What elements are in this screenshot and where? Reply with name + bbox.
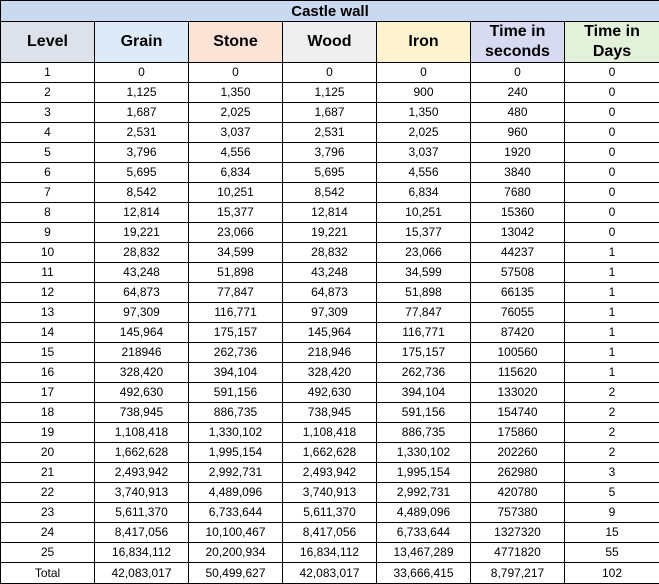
table-cell: 16 <box>1 363 95 383</box>
total-cell: 33,666,415 <box>377 563 471 584</box>
table-cell: 492,630 <box>283 383 377 403</box>
table-cell: 262980 <box>471 463 565 483</box>
table-row <box>1 423 659 443</box>
table-cell: 57508 <box>471 263 565 283</box>
table-row <box>1 363 659 383</box>
table-cell: 202260 <box>471 443 565 463</box>
table-cell: 8,542 <box>95 183 189 203</box>
table-row <box>1 343 659 363</box>
table-cell: 757380 <box>471 503 565 523</box>
table-cell: 28,832 <box>283 243 377 263</box>
table-cell: 6,834 <box>377 183 471 203</box>
table-cell: 7680 <box>471 183 565 203</box>
table-cell: 10 <box>1 243 95 263</box>
table-row <box>1 183 659 203</box>
table-cell: 2 <box>565 383 659 403</box>
table-cell: 8 <box>1 203 95 223</box>
table-cell: 492,630 <box>95 383 189 403</box>
table-cell: 6 <box>1 163 95 183</box>
table-cell: 1,662,628 <box>95 443 189 463</box>
table-cell: 0 <box>565 103 659 123</box>
table-cell: 5,695 <box>95 163 189 183</box>
table-cell: 1,995,154 <box>377 463 471 483</box>
table-cell: 25 <box>1 543 95 563</box>
table-cell: 15 <box>565 523 659 543</box>
table-cell: 97,309 <box>283 303 377 323</box>
table-cell: 3840 <box>471 163 565 183</box>
table-title: Castle wall <box>1 1 659 22</box>
table-row <box>1 223 659 243</box>
table-cell: 23,066 <box>377 243 471 263</box>
table-cell: 15,377 <box>189 203 283 223</box>
table-cell: 16,834,112 <box>283 543 377 563</box>
table-cell: 28,832 <box>95 243 189 263</box>
table-cell: 1 <box>565 343 659 363</box>
table-row <box>1 143 659 163</box>
table-cell: 5,695 <box>283 163 377 183</box>
table-cell: 175860 <box>471 423 565 443</box>
table-cell: 18 <box>1 403 95 423</box>
table-cell: 1 <box>565 363 659 383</box>
table-cell: 1,125 <box>283 83 377 103</box>
table-cell: 19,221 <box>283 223 377 243</box>
header-row <box>1 22 659 63</box>
table-cell: 22 <box>1 483 95 503</box>
column-header-iron: Iron <box>377 22 471 63</box>
table-cell: 115620 <box>471 363 565 383</box>
table-cell: 4 <box>1 123 95 143</box>
table-cell: 2 <box>565 443 659 463</box>
table-cell: 0 <box>283 63 377 83</box>
table-cell: 13 <box>1 303 95 323</box>
table-cell: 3,796 <box>95 143 189 163</box>
table-cell: 5 <box>565 483 659 503</box>
total-cell: 42,083,017 <box>283 563 377 584</box>
table-cell: 4,556 <box>189 143 283 163</box>
table-cell: 116,771 <box>189 303 283 323</box>
table-row <box>1 83 659 103</box>
table-cell: 1,108,418 <box>95 423 189 443</box>
table-cell: 154740 <box>471 403 565 423</box>
table-cell: 0 <box>565 83 659 103</box>
table-cell: 262,736 <box>189 343 283 363</box>
table-cell: 15360 <box>471 203 565 223</box>
total-cell: 102 <box>565 563 659 584</box>
table-cell: 1,350 <box>189 83 283 103</box>
table-cell: 2,531 <box>283 123 377 143</box>
table-cell: 7 <box>1 183 95 203</box>
table-cell: 10,251 <box>377 203 471 223</box>
table-cell: 328,420 <box>95 363 189 383</box>
table-cell: 2,025 <box>377 123 471 143</box>
table-cell: 6,733,644 <box>189 503 283 523</box>
table-cell: 5 <box>1 143 95 163</box>
table-cell: 145,964 <box>283 323 377 343</box>
table-cell: 3,740,913 <box>95 483 189 503</box>
table-cell: 2,493,942 <box>95 463 189 483</box>
table-cell: 13042 <box>471 223 565 243</box>
table-cell: 0 <box>95 63 189 83</box>
table-cell: 0 <box>377 63 471 83</box>
table-cell: 11 <box>1 263 95 283</box>
table-cell: 886,735 <box>189 403 283 423</box>
table-cell: 2,493,942 <box>283 463 377 483</box>
table-cell: 240 <box>471 83 565 103</box>
table-row <box>1 123 659 143</box>
table-cell: 0 <box>565 123 659 143</box>
table-cell: 0 <box>565 63 659 83</box>
table-cell: 1,350 <box>377 103 471 123</box>
table-cell: 420780 <box>471 483 565 503</box>
table-cell: 8,542 <box>283 183 377 203</box>
table-cell: 13,467,289 <box>377 543 471 563</box>
table-cell: 2,992,731 <box>377 483 471 503</box>
table-cell: 9 <box>1 223 95 243</box>
table-cell: 97,309 <box>95 303 189 323</box>
table-cell: 4,556 <box>377 163 471 183</box>
table-cell: 328,420 <box>283 363 377 383</box>
table-cell: 394,104 <box>189 363 283 383</box>
table-row <box>1 163 659 183</box>
table-cell: 10,100,467 <box>189 523 283 543</box>
table-cell: 4771820 <box>471 543 565 563</box>
table-cell: 20,200,934 <box>189 543 283 563</box>
table-cell: 51,898 <box>189 263 283 283</box>
table-cell: 21 <box>1 463 95 483</box>
table-cell: 3,796 <box>283 143 377 163</box>
table-cell: 19,221 <box>95 223 189 243</box>
table-cell: 4,489,096 <box>377 503 471 523</box>
table-cell: 738,945 <box>283 403 377 423</box>
table-cell: 1 <box>1 63 95 83</box>
table-cell: 1,687 <box>95 103 189 123</box>
table-cell: 6,834 <box>189 163 283 183</box>
table-cell: 8,417,056 <box>283 523 377 543</box>
table-cell: 1 <box>565 323 659 343</box>
table-row <box>1 483 659 503</box>
table-cell: 76055 <box>471 303 565 323</box>
table-row <box>1 523 659 543</box>
table-cell: 2,531 <box>95 123 189 143</box>
table-cell: 0 <box>565 143 659 163</box>
column-header-time-in-seconds: Time in seconds <box>471 22 565 63</box>
table-cell: 175,157 <box>189 323 283 343</box>
table-cell: 64,873 <box>95 283 189 303</box>
table-cell: 2,992,731 <box>189 463 283 483</box>
table-row <box>1 103 659 123</box>
table-cell: 218946 <box>95 343 189 363</box>
table-cell: 34,599 <box>377 263 471 283</box>
table-row <box>1 503 659 523</box>
table-cell: 12 <box>1 283 95 303</box>
table-cell: 1,995,154 <box>189 443 283 463</box>
table-cell: 0 <box>565 223 659 243</box>
table-row <box>1 283 659 303</box>
table-cell: 0 <box>565 203 659 223</box>
table-cell: 87420 <box>471 323 565 343</box>
table-cell: 1,687 <box>283 103 377 123</box>
table-cell: 218,946 <box>283 343 377 363</box>
table-cell: 23,066 <box>189 223 283 243</box>
table-cell: 66135 <box>471 283 565 303</box>
table-cell: 0 <box>565 163 659 183</box>
table-cell: 394,104 <box>377 383 471 403</box>
table-cell: 1920 <box>471 143 565 163</box>
total-row <box>1 563 659 584</box>
column-header-grain: Grain <box>95 22 189 63</box>
table-cell: 116,771 <box>377 323 471 343</box>
table-cell: 133020 <box>471 383 565 403</box>
table-cell: 591,156 <box>377 403 471 423</box>
table-cell: 8,417,056 <box>95 523 189 543</box>
table-cell: 2 <box>565 423 659 443</box>
table-row <box>1 383 659 403</box>
table-row <box>1 443 659 463</box>
table-row <box>1 263 659 283</box>
table-cell: 5,611,370 <box>283 503 377 523</box>
table-row <box>1 303 659 323</box>
table-cell: 14 <box>1 323 95 343</box>
title-row <box>1 1 659 22</box>
table-cell: 591,156 <box>189 383 283 403</box>
table-row <box>1 203 659 223</box>
table-cell: 19 <box>1 423 95 443</box>
table-cell: 6,733,644 <box>377 523 471 543</box>
table-cell: 0 <box>189 63 283 83</box>
table-cell: 480 <box>471 103 565 123</box>
table-cell: 16,834,112 <box>95 543 189 563</box>
column-header-wood: Wood <box>283 22 377 63</box>
table-cell: 1 <box>565 303 659 323</box>
table-cell: 4,489,096 <box>189 483 283 503</box>
table-cell: 3,740,913 <box>283 483 377 503</box>
table-cell: 1 <box>565 283 659 303</box>
column-header-stone: Stone <box>189 22 283 63</box>
table-cell: 2 <box>1 83 95 103</box>
table-cell: 1 <box>565 243 659 263</box>
table-row <box>1 63 659 83</box>
table-cell: 0 <box>471 63 565 83</box>
table-cell: 2 <box>565 403 659 423</box>
total-cell: 42,083,017 <box>95 563 189 584</box>
table-cell: 20 <box>1 443 95 463</box>
table-cell: 15,377 <box>377 223 471 243</box>
table-cell: 51,898 <box>377 283 471 303</box>
table-cell: 960 <box>471 123 565 143</box>
table-cell: 145,964 <box>95 323 189 343</box>
table-cell: 77,847 <box>189 283 283 303</box>
table-cell: 2,025 <box>189 103 283 123</box>
table-cell: 24 <box>1 523 95 543</box>
table-cell: 64,873 <box>283 283 377 303</box>
table-cell: 17 <box>1 383 95 403</box>
table-cell: 0 <box>565 183 659 203</box>
table-cell: 100560 <box>471 343 565 363</box>
table-cell: 1,125 <box>95 83 189 103</box>
table-cell: 1,330,102 <box>189 423 283 443</box>
table-cell: 1 <box>565 263 659 283</box>
table-cell: 5,611,370 <box>95 503 189 523</box>
table-cell: 34,599 <box>189 243 283 263</box>
table-row <box>1 543 659 563</box>
table-cell: 15 <box>1 343 95 363</box>
total-cell: 8,797,217 <box>471 563 565 584</box>
total-label: Total <box>1 563 95 584</box>
table-cell: 175,157 <box>377 343 471 363</box>
table-row <box>1 243 659 263</box>
table-cell: 12,814 <box>283 203 377 223</box>
table-row <box>1 463 659 483</box>
table-cell: 9 <box>565 503 659 523</box>
table-cell: 44237 <box>471 243 565 263</box>
table-cell: 900 <box>377 83 471 103</box>
table-row <box>1 403 659 423</box>
table-cell: 1,108,418 <box>283 423 377 443</box>
table-row <box>1 323 659 343</box>
table-cell: 262,736 <box>377 363 471 383</box>
table-cell: 3 <box>565 463 659 483</box>
table-cell: 12,814 <box>95 203 189 223</box>
table-cell: 3,037 <box>377 143 471 163</box>
table-cell: 43,248 <box>95 263 189 283</box>
column-header-level: Level <box>1 22 95 63</box>
table-cell: 77,847 <box>377 303 471 323</box>
table-cell: 43,248 <box>283 263 377 283</box>
table-cell: 886,735 <box>377 423 471 443</box>
table-cell: 738,945 <box>95 403 189 423</box>
table-cell: 1327320 <box>471 523 565 543</box>
table-cell: 23 <box>1 503 95 523</box>
column-header-time-in-days: Time in Days <box>565 22 659 63</box>
total-cell: 50,499,627 <box>189 563 283 584</box>
table-cell: 1,662,628 <box>283 443 377 463</box>
table-cell: 3 <box>1 103 95 123</box>
table-cell: 55 <box>565 543 659 563</box>
table-cell: 10,251 <box>189 183 283 203</box>
table-cell: 1,330,102 <box>377 443 471 463</box>
table-body <box>1 63 659 563</box>
table-cell: 3,037 <box>189 123 283 143</box>
